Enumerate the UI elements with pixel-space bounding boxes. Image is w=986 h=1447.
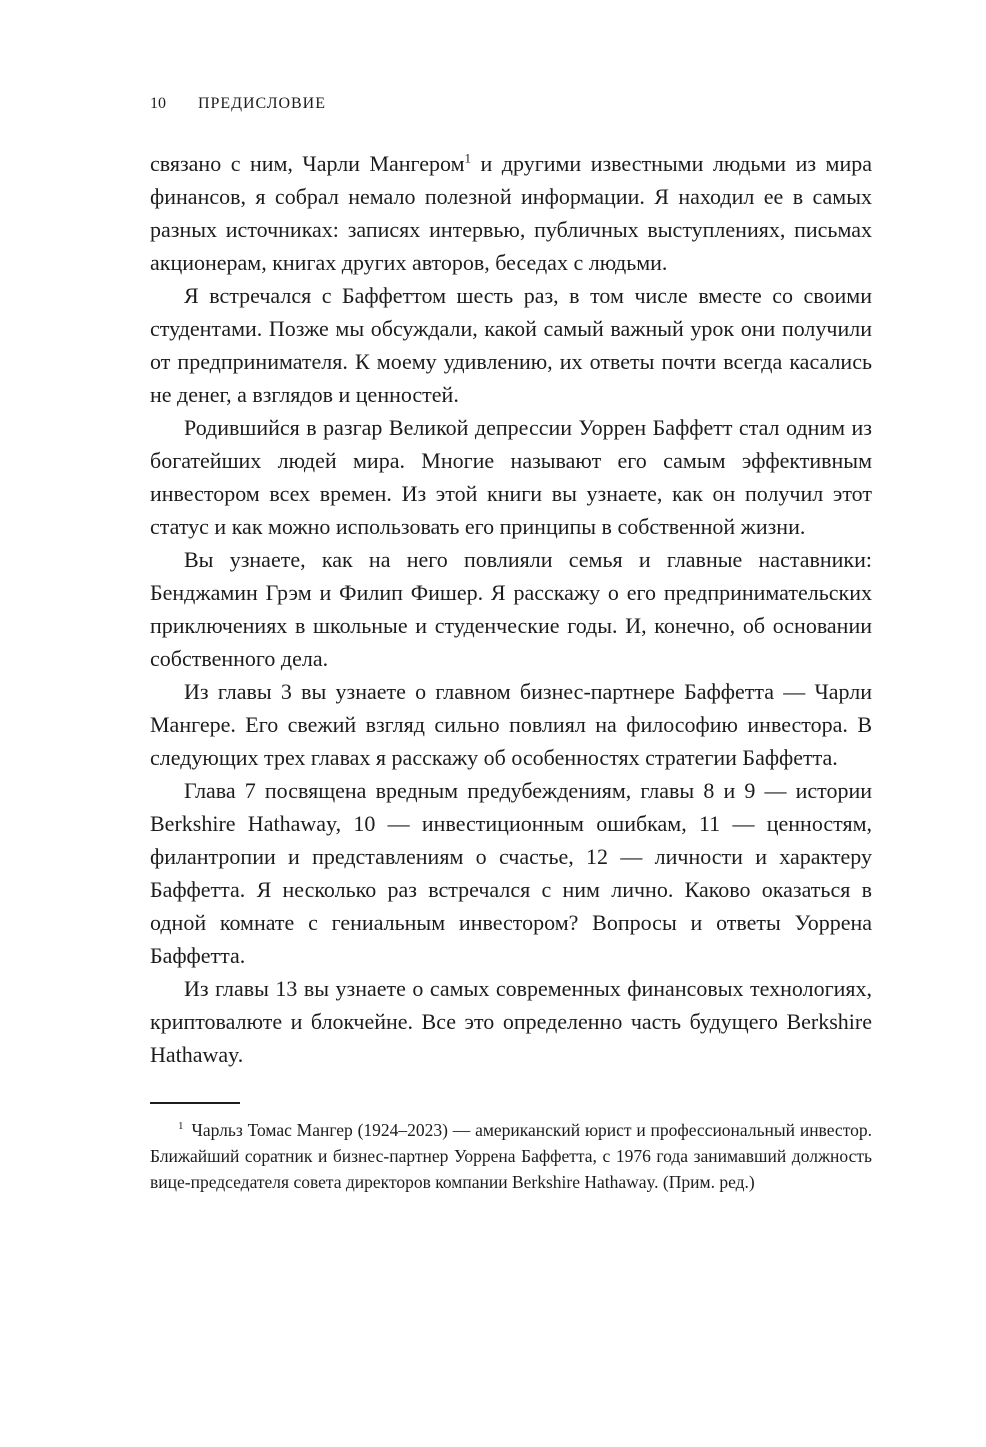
paragraph: Я встречался с Баффеттом шесть раз, в том числе вместе со своими студентами. Позже мы обсуждали, какой самый важный урок они получили от предпринимателя. К моему удивлению, их ответы почти всегда касались не денег, а взглядов и ценностей. (150, 283, 872, 407)
footnote-marker: 1 (178, 1120, 184, 1133)
footnote-reference: 1 (464, 150, 472, 166)
footnote (150, 1117, 872, 1195)
running-title: ПРЕДИСЛОВИЕ (198, 95, 326, 112)
paragraph-opening (150, 147, 872, 279)
paragraph: Вы узнаете, как на него повлияли семья и главные наставники: Бенджамин Грэм и Филип Фишер. Я расскажу о его предпринимательских приключениях в школьные и студенческие годы. И, конечно, об основании собственного дела. (150, 547, 872, 671)
footnote-text: Чарльз Томас Мангер (1924–2023) — американский юрист и профессиональный инвестор. Ближайший соратник и бизнес-партнер Уоррена Баффетта, с 1976 года занимавший должность вице-председателя совета директоров компании Berkshire Hathaway. (Прим. ред.) (150, 1120, 872, 1192)
footnote-block (150, 1102, 872, 1195)
paragraph: Из главы 3 вы узнаете о главном бизнес-партнере Баффетта — Чарли Мангере. Его свежий взгляд сильно повлиял на философию инвестора. В следующих трех главах я расскажу об особенностях стратегии Баффетта. (150, 679, 872, 770)
paragraph-text: связано с ним, Чарли Мангером (150, 151, 465, 176)
page-number: 10 (150, 95, 166, 112)
paragraph-text: и другими известными людьми из мира финансов, я собрал немало полезной информации. Я находил ее в самых разных источниках: записях интервью, публичных выступлениях, письмах акционерам, книгах других авторов, беседах с людьми. (150, 151, 872, 275)
running-header (150, 94, 872, 114)
paragraph: Из главы 13 вы узнаете о самых современных финансовых технологиях, криптовалюте и блокчейне. Все это определенно часть будущего Berkshire Hathaway. (150, 976, 872, 1067)
footnote-separator-rule (150, 1102, 240, 1104)
page-content (150, 94, 872, 1195)
body-text (150, 147, 872, 1071)
paragraph: Родившийся в разгар Великой депрессии Уоррен Баффетт стал одним из богатейших людей мира. Многие называют его самым эффективным инвестором всех времен. Из этой книги вы узнаете, как он получил этот статус и как можно использовать его принципы в собственной жизни. (150, 415, 872, 539)
paragraph: Глава 7 посвящена вредным предубеждениям, главы 8 и 9 — истории Berkshire Hathaway, 10 — инвестиционным ошибкам, 11 — ценностям, филантропии и представлениям о счастье, 12 — личности и характеру Баффетта. Я несколько раз встречался с ним лично. Каково оказаться в одной комнате с гениальным инвестором? Вопросы и ответы Уоррена Баффетта. (150, 778, 872, 968)
